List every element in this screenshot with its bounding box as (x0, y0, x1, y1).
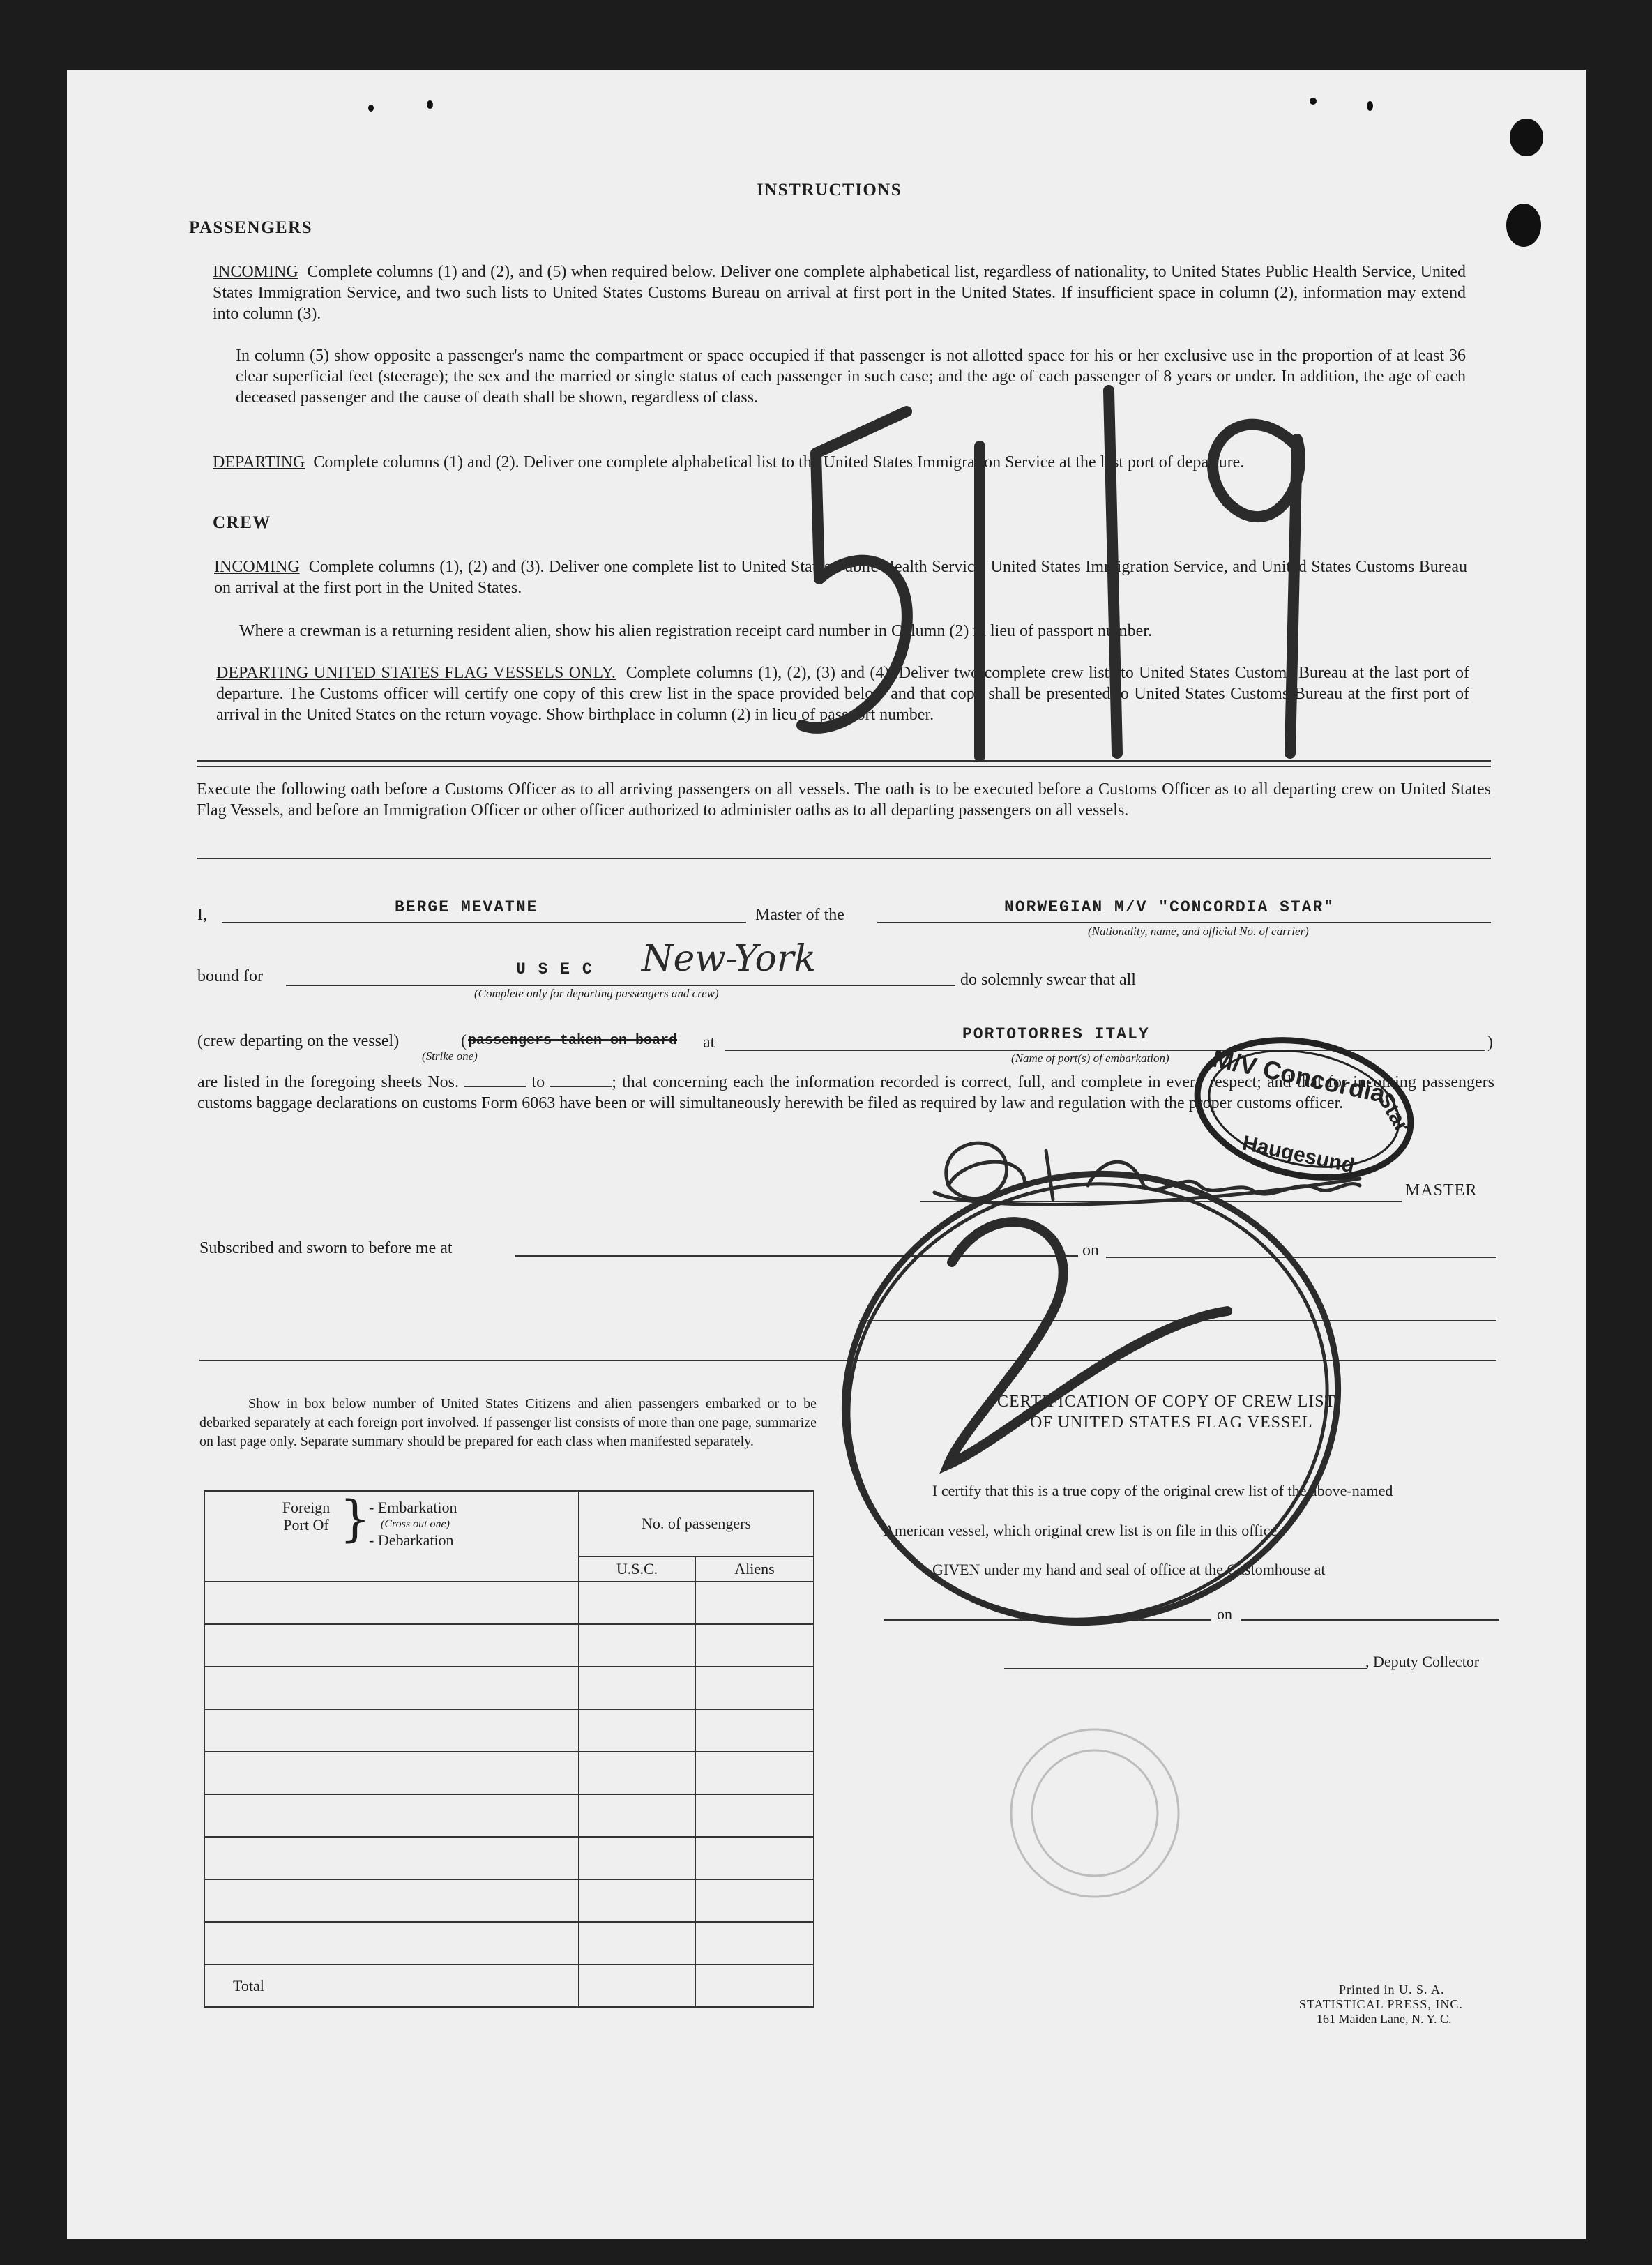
close-paren: ) (1487, 1033, 1493, 1052)
aliens-header: Aliens (695, 1556, 814, 1582)
listed-text-1: are listed in the foregoing sheets Nos. (197, 1073, 460, 1091)
at-label: at (703, 1033, 715, 1052)
crew-departing-label: DEPARTING UNITED STATES FLAG VESSELS ONLY. (216, 664, 616, 682)
summary-note-text: Show in box below number of United States Citizens and alien passengers embarked or to be debarked separately at each foreign port involved. If passenger list consists of more than one page, summarize on last page only. Separate summary should be prepared for each class when manifested separately. (199, 1396, 817, 1449)
port-name: PORTOTORRES ITALY (962, 1025, 1150, 1043)
subscribed-on-label: on (1082, 1241, 1099, 1259)
passengers-incoming-text: Complete columns (1) and (2), and (5) when required below. Deliver one complete alphabetical list, regardless of nationality, to United States Public Health Service, United States Immigration Service, and two such lists to United States Customs Bureau on arrival at first port in the United States. If insufficient space in column (2), information may extend into column (3). (213, 263, 1466, 323)
swear-text: do solemnly swear that all (960, 971, 1136, 989)
passengers-struck-option: passengers taken on board (468, 1033, 678, 1049)
usc-header: U.S.C. (579, 1556, 695, 1582)
bound-for-handwritten: New-York (642, 938, 817, 980)
foreign-port-of: Foreign Port Of (282, 1499, 331, 1533)
strike-caption: (Strike one) (422, 1050, 478, 1063)
certification-text-2: American vessel, which original crew list is on file in this office. (884, 1522, 1281, 1539)
listed-text-2: ; that concerning each the information recorded is correct, full, and complete in every respect; and that for incoming passengers customs baggage declarations on customs Form 6063 have been or will simultaneously herewith be filed as required by law and regulation with the proper customs officer. (197, 1073, 1494, 1112)
handwritten-circled-2 (802, 1128, 1380, 1669)
master-label: MASTER (1405, 1181, 1478, 1199)
printer-line-3: 161 Maiden Lane, N. Y. C. (1317, 2012, 1452, 2026)
crew-departing-text: Complete columns (1), (2), (3) and (4). Deliver two complete crew lists to United States Customs Bureau at the last port of departure. The Customs officer will certify one copy of this crew list in the space provided below and that copy shall be presented to United States Customs Bureau at the first port of arrival in the United States on the return voyage. Show birthplace in column (2) in lieu of passport number. (216, 664, 1470, 724)
to-label: to (531, 1073, 545, 1091)
crew-incoming-text: Complete columns (1), (2) and (3). Deliver one complete list to United States Public Health Service, United States Immigration Service, and United States Customs Bureau on arrival at the first port in the United States. (214, 558, 1468, 597)
embossed-seal (1011, 1729, 1179, 1897)
passengers-heading: PASSENGERS (189, 218, 313, 237)
certification-title-1: CERTIFICATION OF COPY OF CREW LIST (997, 1393, 1336, 1411)
passengers-departing-label: DEPARTING (213, 453, 305, 471)
certification-title-2: OF UNITED STATES FLAG VESSEL (1030, 1414, 1313, 1432)
column5-paragraph: In column (5) show opposite a passenger's name the compartment or space occupied if that passenger is not allotted space for his or her exclusive use in the proportion of at least 36 clear superficial feet (steerage); the sex and the married or single status of each passenger in such case; and the age of each passenger of 8 years or under. In addition, the age of each deceased passenger and the cause of death shall be shown, regardless of class. (236, 347, 1466, 407)
debarkation-label: - Debarkation (369, 1531, 454, 1549)
certification-on-label: on (1217, 1605, 1232, 1623)
master-name: BERGE MEVATNE (395, 898, 538, 916)
vessel-name: NORWEGIAN M/V "CONCORDIA STAR" (1004, 898, 1335, 916)
crew-departing-option: (crew departing on the vessel) (197, 1032, 400, 1050)
crew-heading: CREW (213, 513, 271, 532)
svg-text:Haugesund: Haugesund (1240, 1131, 1357, 1178)
certification-text-3: GIVEN under my hand and seal of office at the Customhouse at (932, 1561, 1326, 1578)
total-label: Total (204, 1964, 579, 2007)
paren-open: ( (461, 1032, 467, 1050)
embarkation-label: - Embarkation (369, 1499, 457, 1516)
passengers-incoming-label: INCOMING (213, 263, 298, 281)
brace-icon: } (340, 1490, 371, 1547)
passengers-departing-text: Complete columns (1) and (2). Deliver one complete alphabetical list to the United States Immigration Service at the last port of departure. (313, 453, 1245, 471)
port-caption: (Name of port(s) of embarkation) (1011, 1052, 1169, 1065)
no-passengers-header: No. of passengers (579, 1491, 814, 1556)
svg-text:Star: Star (1373, 1089, 1414, 1136)
svg-text:M/V Concordia: M/V Concordia (1210, 1043, 1388, 1109)
printer-line-1: Printed in U. S. A. (1339, 1983, 1445, 1997)
cross-out-caption: (Cross out one) (381, 1518, 450, 1530)
bound-for-label: bound for (197, 967, 263, 985)
certification-text-1: I certify that this is a true copy of the original crew list of the above-named (932, 1482, 1393, 1499)
printer-line-2: STATISTICAL PRESS, INC. (1299, 1997, 1463, 2011)
oath-i-label: I, (197, 906, 207, 924)
vessel-caption: (Nationality, name, and official No. of carrier) (1088, 925, 1309, 938)
deputy-collector-label: , Deputy Collector (1365, 1653, 1480, 1670)
crew-incoming-label: INCOMING (214, 558, 300, 576)
crew-resident-paragraph: Where a crewman is a returning resident alien, show his alien registration receipt card number in Column (2) in lieu of passport number. (239, 622, 1152, 640)
page-title: INSTRUCTIONS (757, 181, 902, 199)
oath-instructions: Execute the following oath before a Customs Officer as to all arriving passengers on all vessels. The oath is to be executed before a Customs Officer as to all departing crew on United States Flag Vessels, and before an Immigration Officer or other officer authorized to administer oaths as to all departing passengers on all vessels. (197, 780, 1491, 819)
master-of-label: Master of the (755, 906, 844, 924)
bound-for-typed: U S E C (516, 960, 593, 978)
subscribed-label: Subscribed and sworn to before me at (199, 1239, 453, 1257)
bound-for-caption: (Complete only for departing passengers and crew) (474, 987, 719, 1000)
vessel-stamp (1185, 1022, 1424, 1196)
handwritten-number-5119 (802, 391, 1300, 757)
